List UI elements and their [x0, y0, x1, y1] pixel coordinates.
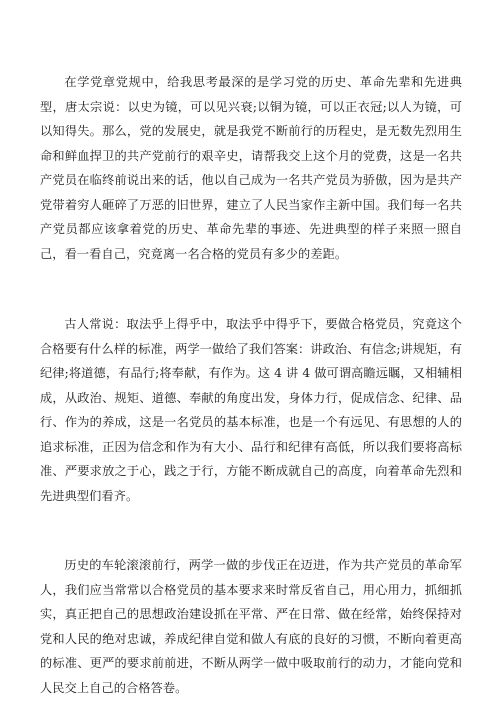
paragraph-standards: 古人常说：取法乎上得乎中，取法乎中得乎下，要做合格党员，究竟这个合格要有什么样的标准，两学一做给了我们答案：讲政治、有信念;讲规矩，有纪律;将道德，有品行;将奉献，有作为。这 4 讲 4 做可谓高瞻远瞩，又相辅相成，从政治、规矩、道德、奉献的角度出发，身体力行，促成信念、纪律、品行、作为的养成，这是一名党员的基本标准，也是一个有远见、有思想的人的追求标准，正因为信念和作为有大小、品行和纪律有高低，所以我们要将高标准、严要求放之于心，践之于行，方能不断成就自己的高度，向着革命先烈和先进典型们看齐。: [40, 317, 462, 503]
paragraph-conclusion: 历史的车轮滚滚前行，两学一做的步伐正在迈进，作为共产党员的革命军人，我们应当常常以合格党员的基本要求来时常反省自己，用心用力，抓细抓实，真正把自己的思想政治建设抓在平常、严在日常、做在经常，始终保持对党和人民的绝对忠诚，养成纪律自觉和做人有底的良好的习惯，不断向着更高的标准、更严的要求前前进，不断从两学一做中吸取前行的动力，才能向党和人民交上自己的合格答卷。: [40, 558, 462, 695]
paragraph-history: 在学党章党规中，给我思考最深的是学习党的历史、革命先辈和先进典型，唐太宗说：以史为镜，可以见兴衰;以铜为镜，可以正衣冠;以人为镜，可以知得失。那么，党的发展史，就是我党不断前行的历程史，是无数先烈用生命和鲜血捍卫的共产党前行的艰辛史，请帮我交上这个月的党费，这是一名共产党员在临终前说出来的话，他以自己成为一名共产党员为骄傲，因为是共产党带着穷人砸碎了万恶的旧世界，建立了人民当家作主新中国。我们每一名共产党员都应该拿着党的历史、革命先辈的事迹、先进典型的样子来照一照自己，看一看自己，究竟离一名合格的党员有多少的差距。: [40, 75, 462, 261]
